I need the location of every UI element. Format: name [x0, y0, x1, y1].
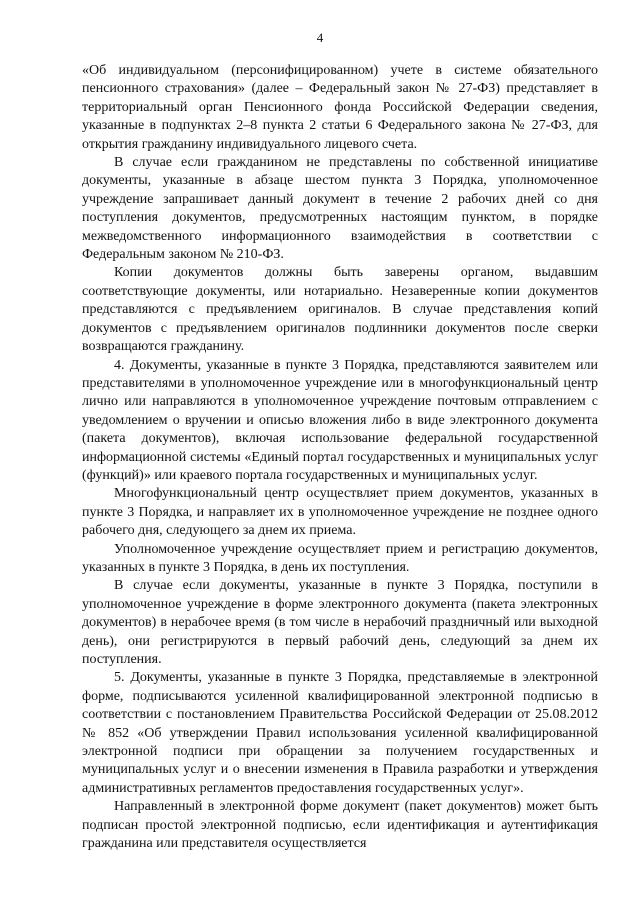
paragraph-simple-signature: Направленный в электронной форме документ (пакет документов) может быть подписан простой электронной подписью, если идентификация и аутентификация гражданина или представителя осуществляется — [82, 799, 598, 852]
paragraph-continuation: «Об индивидуальном (персонифицированном) учете в системе обязательного пенсионного страхования» (далее – Федеральный закон № 27-ФЗ) представляет в территориальный орган Пенсионного фонда Российской Федерации сведения, указанные в подпунктах 2–8 пункта 2 статьи 6 Федерального закона № 27-ФЗ, для открытия гражданину индивидуального лицевого счета. — [82, 63, 598, 152]
paragraph-interagency-request: В случае если гражданином не представлены по собственной инициативе документы, указанные в абзаце шестом пункта 3 Порядка, уполномоченное учреждение запрашивает данный документ в течение 2 рабочих дней со дня поступления документов, предусмотренных настоящим пунктом, в порядке межведомственного информационного взаимодействия в соответствии с Федеральным законом № 210-ФЗ. — [82, 155, 598, 263]
document-body — [82, 62, 598, 853]
paragraph-item-4: 4. Документы, указанные в пункте 3 Порядка, представляются заявителем или представителями в уполномоченное учреждение или в многофункциональный центр лично или направляются в уполномоченное учреждение почтовым отправлением с уведомлением о вручении и описью вложения либо в виде электронного документа (пакета документов), включая использование федеральной государственной информационной системы «Единый портал государственных и муниципальных услуг (функций)» или краевого портала государственных и муниципальных услуг. — [82, 357, 598, 483]
paragraph-mfc: Многофункциональный центр осуществляет прием документов, указанных в пункте 3 Порядка, и направляет их в уполномоченное учреждение не позднее одного рабочего дня, следующего за днем их приема. — [82, 486, 598, 539]
page-number: 4 — [316, 30, 324, 45]
paragraph-item-5: 5. Документы, указанные в пункте 3 Порядка, представляемые в электронной форме, подписываются усиленной квалифицированной электронной подписью в соответствии с постановлением Правительства Российской Федерации от 25.08.2012 № 852 «Об утверждении Правил использования усиленной квалифицированной электронной подписи при обращении за получением государственных и муниципальных услуг и о внесении изменения в Правила разработки и утверждения административных регламентов предоставления государственных услуг». — [82, 670, 598, 796]
paragraph-electronic-receipt: В случае если документы, указанные в пункте 3 Порядка, поступили в уполномоченное учреждение в форме электронного документа (пакета электронных документов) в нерабочее время (в том числе в нерабочий праздничный или выходной день), они регистрируются в первый рабочий день, следующий за днем их поступления. — [82, 578, 598, 667]
paragraph-document-copies: Копии документов должны быть заверены органом, выдавшим соответствующие документы, или нотариально. Незаверенные копии документов представляются с предъявлением оригиналов. В случае представления копий документов с предъявлением оригиналов подлинники документов после сверки возвращаются гражданину. — [82, 265, 598, 355]
paragraph-registration: Уполномоченное учреждение осуществляет прием и регистрацию документов, указанных в пункте 3 Порядка, в день их поступления. — [82, 541, 598, 575]
